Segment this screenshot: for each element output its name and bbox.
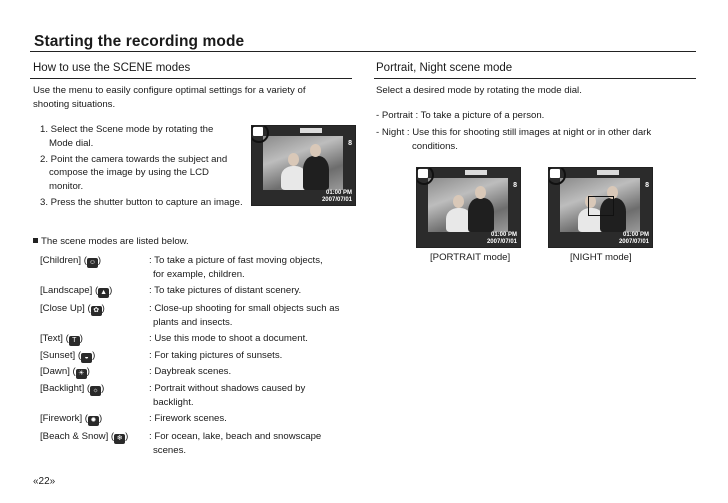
dawn-icon: ☀ — [76, 369, 87, 379]
mode-desc-line1: : For taking pictures of sunsets. — [149, 350, 283, 361]
mode-name-close: ) — [97, 255, 102, 266]
page-title: Starting the recording mode — [34, 33, 245, 50]
page-number: «22» — [33, 476, 56, 487]
step-2-line1: 2. Point the camera towards the subject and — [40, 154, 228, 165]
modes-list-intro-text: The scene modes are listed below. — [41, 236, 189, 247]
night-description-line2: conditions. — [412, 141, 458, 152]
caption-night: [NIGHT mode] — [570, 252, 632, 263]
mode-name-close: ) — [79, 333, 83, 344]
mode-desc — [149, 332, 354, 346]
bride-head — [453, 195, 464, 208]
right-section-heading: Portrait, Night scene mode — [376, 62, 513, 74]
step-2-line2: compose the image by using the LCD — [49, 167, 209, 178]
left-section-heading: How to use the SCENE modes — [33, 62, 191, 74]
groom-figure — [468, 198, 494, 232]
mode-desc-line1: : For ocean, lake, beach and snowscape — [149, 431, 322, 442]
mode-name — [40, 254, 101, 268]
lcd-record-bar — [300, 128, 322, 133]
mode-name-close: ) — [101, 303, 105, 314]
mode-name-text: [Dawn] ( — [40, 366, 76, 377]
mode-desc — [149, 254, 354, 283]
mode-name-text: [Landscape] ( — [40, 285, 99, 296]
mode-name — [40, 382, 104, 396]
lcd-time: 01:00 PM — [622, 232, 649, 238]
mode-desc-line1: : To take a picture of fast moving objects, — [149, 255, 323, 266]
mode-desc — [149, 382, 354, 411]
closeup-icon: ✿ — [91, 306, 102, 316]
mode-desc-line2: backlight. — [153, 397, 194, 409]
caption-portrait: [PORTRAIT mode] — [430, 252, 511, 263]
left-intro-line1: Use the menu to easily configure optimal settings for a variety of — [33, 85, 306, 96]
title-divider — [30, 51, 696, 52]
mode-desc-line1: : To take pictures of distant scenery. — [149, 285, 302, 296]
mode-name-close: ) — [125, 431, 129, 442]
mode-desc-line1: : Close-up shooting for small objects such as — [149, 303, 340, 314]
beach-snow-icon: ❄ — [114, 434, 125, 444]
children-icon: ☺ — [88, 259, 96, 266]
mode-desc — [149, 349, 354, 363]
landscape-icon: ▲ — [98, 288, 109, 298]
lcd-shots-count: 8 — [513, 182, 517, 189]
backlight-icon: ☼ — [90, 386, 101, 396]
mode-name — [40, 302, 105, 316]
lcd-photo — [560, 178, 640, 232]
mode-name-close: ) — [92, 350, 96, 361]
focus-frame — [588, 196, 614, 216]
mode-name — [40, 412, 102, 426]
step-1-line2: Mode dial. — [49, 138, 94, 149]
lcd-timestamp — [322, 190, 352, 203]
lcd-shots-count: 8 — [348, 140, 352, 147]
mode-name-text: [Firework] ( — [40, 413, 88, 424]
mode-desc-line2: for example, children. — [153, 269, 245, 281]
mode-desc-line1: : Use this mode to shoot a document. — [149, 333, 308, 344]
lcd-photo — [428, 178, 508, 232]
mode-name-text: [Beach & Snow] ( — [40, 431, 115, 442]
mode-desc-line1: : Daybreak scenes. — [149, 366, 232, 377]
lcd-shots-count: 8 — [645, 182, 649, 189]
lcd-preview-portrait — [416, 167, 521, 248]
mode-desc-line1: : Portrait without shadows caused by — [149, 383, 306, 394]
right-section-divider — [374, 78, 696, 79]
bride-head — [288, 153, 299, 166]
mode-name — [40, 284, 112, 298]
mode-name-text: [Children] ( — [40, 255, 87, 266]
mode-name-close: ) — [86, 366, 90, 377]
mode-row-children — [40, 254, 360, 284]
groom-head — [310, 144, 321, 157]
modes-list-intro — [33, 236, 189, 247]
mode-name-close: ) — [101, 383, 105, 394]
night-description-line1: - Night : Use this for shooting still images at night or in other dark — [376, 127, 652, 138]
mode-name-close: ) — [109, 285, 113, 296]
step-1-line1: 1. Select the Scene mode by rotating the — [40, 124, 214, 135]
left-intro-line2: shooting situations. — [33, 99, 116, 110]
mode-name-close: ) — [98, 413, 103, 424]
text-icon: T — [69, 336, 80, 346]
mode-name-text: [Text] ( — [40, 333, 69, 344]
lcd-time: 01:00 PM — [325, 190, 352, 196]
lcd-photo — [263, 136, 343, 190]
groom-figure — [303, 156, 329, 190]
mode-name — [40, 365, 90, 379]
mode-desc-line1: : Firework scenes. — [149, 413, 227, 424]
step-3-line1: 3. Press the shutter button to capture an image. — [40, 197, 243, 208]
mode-desc-line2: plants and insects. — [153, 317, 233, 329]
step-2-line3: monitor. — [49, 181, 84, 192]
mode-desc — [149, 412, 354, 426]
right-intro: Select a desired mode by rotating the mode dial. — [376, 85, 582, 96]
lcd-timestamp — [619, 232, 649, 245]
sunset-icon: ◒ — [81, 353, 92, 363]
lcd-date: 2007/07/01 — [486, 238, 517, 245]
mode-name — [40, 332, 83, 346]
lcd-record-bar — [597, 170, 619, 175]
lcd-preview-scene — [251, 125, 356, 206]
mode-desc — [149, 284, 354, 298]
mode-desc-line2: scenes. — [153, 445, 187, 457]
mode-name-text: [Close Up] ( — [40, 303, 91, 314]
portrait-description: - Portrait : To take a picture of a person. — [376, 110, 545, 121]
mode-desc — [149, 430, 354, 459]
lcd-time: 01:00 PM — [490, 232, 517, 238]
lcd-record-bar — [465, 170, 487, 175]
lcd-preview-night — [548, 167, 653, 248]
mode-desc — [149, 302, 354, 331]
lcd-timestamp — [487, 232, 517, 245]
left-section-divider — [30, 78, 352, 79]
mode-name — [40, 430, 128, 444]
mode-name-text: [Backlight] ( — [40, 383, 91, 394]
mode-name-text: [Sunset] ( — [40, 350, 82, 361]
mode-desc — [149, 365, 354, 379]
firework-icon: ✹ — [88, 416, 99, 426]
mode-name — [40, 349, 95, 363]
lcd-date: 2007/07/01 — [321, 196, 352, 203]
lcd-date: 2007/07/01 — [618, 238, 649, 245]
bullet-square-icon — [33, 238, 38, 243]
groom-head — [475, 186, 486, 199]
